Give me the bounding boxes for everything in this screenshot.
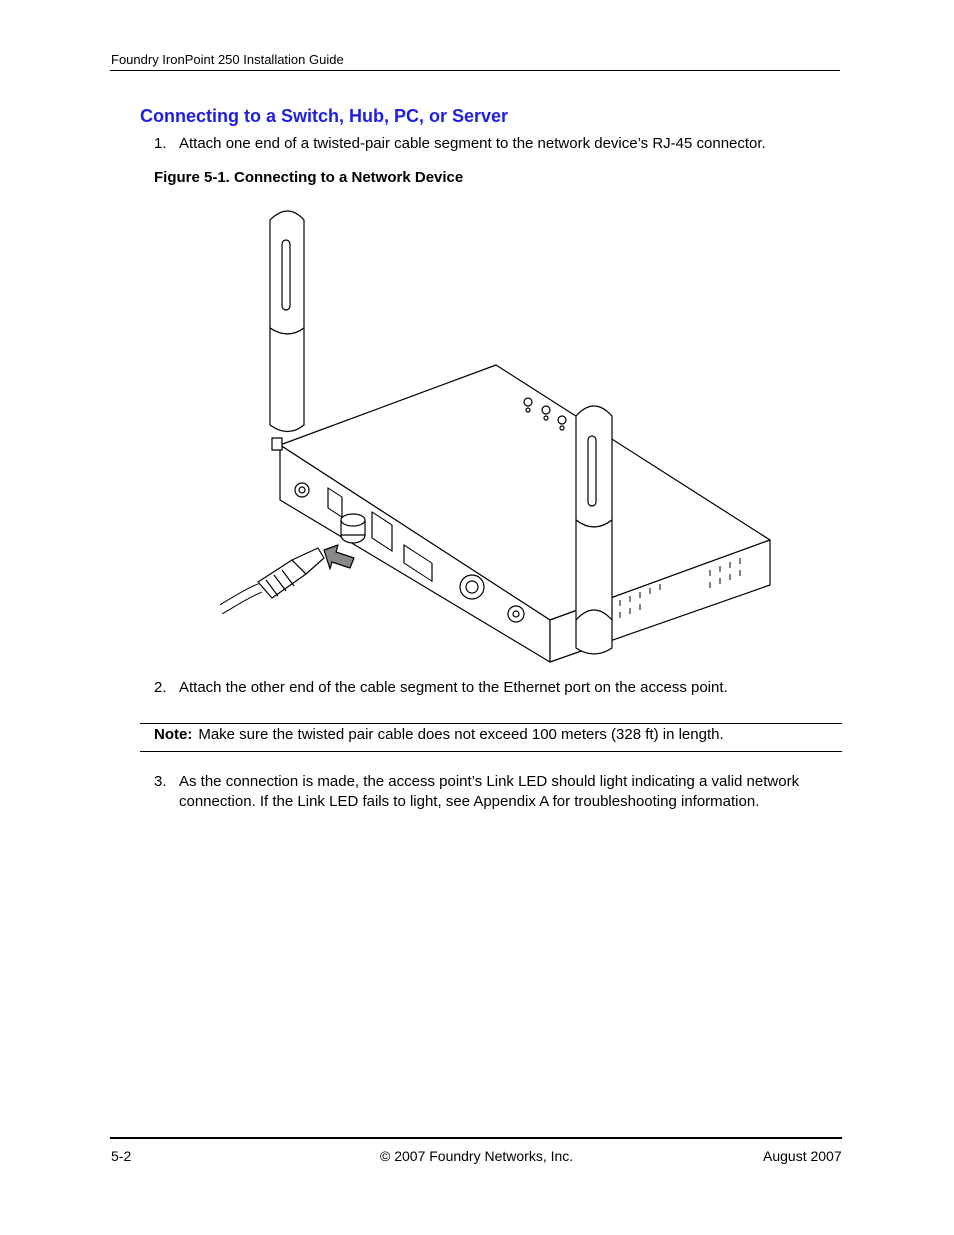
note-box — [154, 726, 724, 743]
figure-caption: Figure 5-1. Connecting to a Network Device — [154, 169, 464, 186]
note-bottom-rule — [140, 751, 842, 752]
note-label: Note: — [154, 726, 193, 743]
step-number: 2. — [154, 679, 167, 696]
section-heading: Connecting to a Switch, Hub, PC, or Server — [140, 106, 509, 126]
header-rule — [110, 70, 840, 71]
footer-date: August 2007 — [763, 1148, 842, 1164]
page-number: 5-2 — [111, 1148, 132, 1164]
note-top-rule — [140, 723, 842, 724]
note-text: Make sure the twisted pair cable does not exceed 100 meters (328 ft) in length. — [198, 726, 724, 743]
left-antenna — [270, 211, 304, 450]
step-1 — [154, 134, 834, 154]
access-point-illustration — [220, 200, 780, 670]
step-text: Attach one end of a twisted-pair cable segment to the network device’s RJ-45 connector. — [179, 135, 766, 152]
step-2 — [154, 678, 834, 698]
footer-copyright: © 2007 Foundry Networks, Inc. — [380, 1148, 574, 1164]
step-text: Attach the other end of the cable segment to the Ethernet port on the access point. — [179, 679, 728, 696]
step-number: 3. — [154, 773, 167, 790]
step-3 — [154, 772, 834, 812]
rj45-plug — [341, 514, 365, 543]
step-text: As the connection is made, the access point’s Link LED should light indicating a valid network connection. If the Link LED fails to light, see Appendix A for troubleshooting information. — [179, 773, 800, 810]
right-antenna — [576, 406, 612, 654]
network-cable — [220, 548, 324, 610]
step-number: 1. — [154, 135, 167, 152]
footer-rule — [110, 1137, 842, 1139]
insert-arrow — [324, 545, 354, 569]
header-title: Foundry IronPoint 250 Installation Guide — [111, 52, 344, 67]
